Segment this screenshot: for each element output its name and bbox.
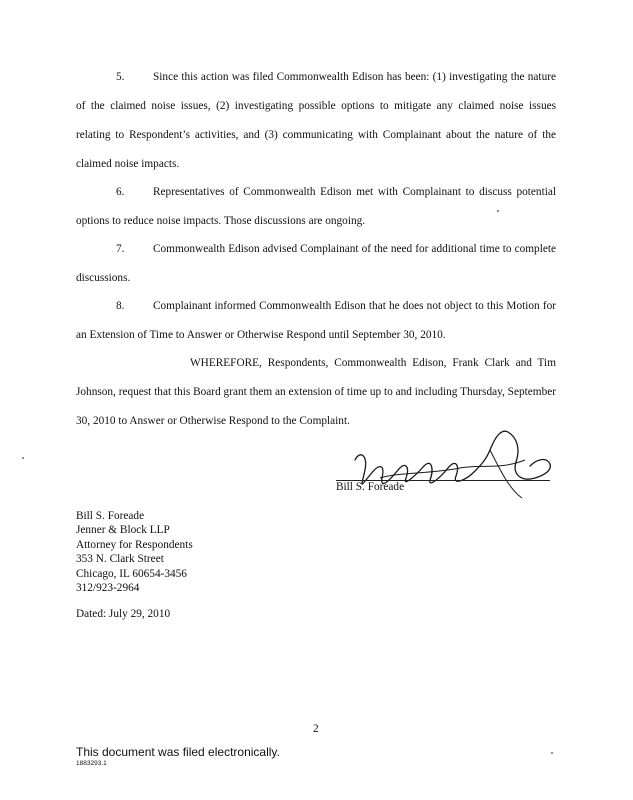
attorney-role: Attorney for Respondents <box>76 538 193 551</box>
paragraph-text: Complainant informed Commonwealth Edison that he does not object to this Motion for an Extension of Time to Answer or Otherwise Respond until September 30, 2010. <box>76 300 556 341</box>
attorney-name: Bill S. Foreade <box>76 510 145 522</box>
attorney-firm: Jenner & Block LLP <box>76 524 170 537</box>
paragraph-text: Representatives of Commonwealth Edison met with Complainant to discuss potential options to reduce noise impacts. Those discussions are ongoing. <box>76 186 556 227</box>
paragraph-number: 6. <box>116 186 125 198</box>
filing-note: This document was filed electronically. <box>76 745 280 759</box>
signer-name: Bill S. Foreade <box>336 481 405 493</box>
paragraph-number: 8. <box>116 300 125 312</box>
date-line: Dated: July 29, 2010 <box>76 608 171 620</box>
paragraph-8 <box>76 292 556 350</box>
paragraph-text: Since this action was filed Commonwealth Edison has been: (1) investigating the nature of the claimed noise issues, (2) investigating possible options to mitigate any claimed noise issues relating to Respondent’s activities, and (3) communicating with Complainant about the nature of the claimed noise impacts. <box>76 71 556 170</box>
paragraph-7 <box>76 235 556 293</box>
attorney-block <box>76 509 193 595</box>
paragraph-number: 7. <box>116 243 125 255</box>
paragraph-text: Commonwealth Edison advised Complainant of the need for additional time to complete discussions. <box>76 243 556 284</box>
scan-speck <box>22 457 24 459</box>
scan-speck <box>551 752 553 754</box>
wherefore-text: WHEREFORE, Respondents, Commonwealth Edison, Frank Clark and Tim Johnson, request that this Board grant them an extension of time up to and including Thursday, September 30, 2010 to Answer or Otherwise Respond to the Complaint. <box>76 357 556 427</box>
attorney-street: 353 N. Clark Street <box>76 553 164 566</box>
paragraph-number: 5. <box>116 71 125 83</box>
paragraph-5 <box>76 63 556 179</box>
attorney-city: Chicago, IL 60654-3456 <box>76 567 187 580</box>
page-number: 2 <box>313 723 319 735</box>
paragraph-6 <box>76 178 556 236</box>
document-id: 1883293.1 <box>76 760 107 767</box>
attorney-phone: 312/923-2964 <box>76 582 140 595</box>
scan-speck <box>497 210 499 212</box>
